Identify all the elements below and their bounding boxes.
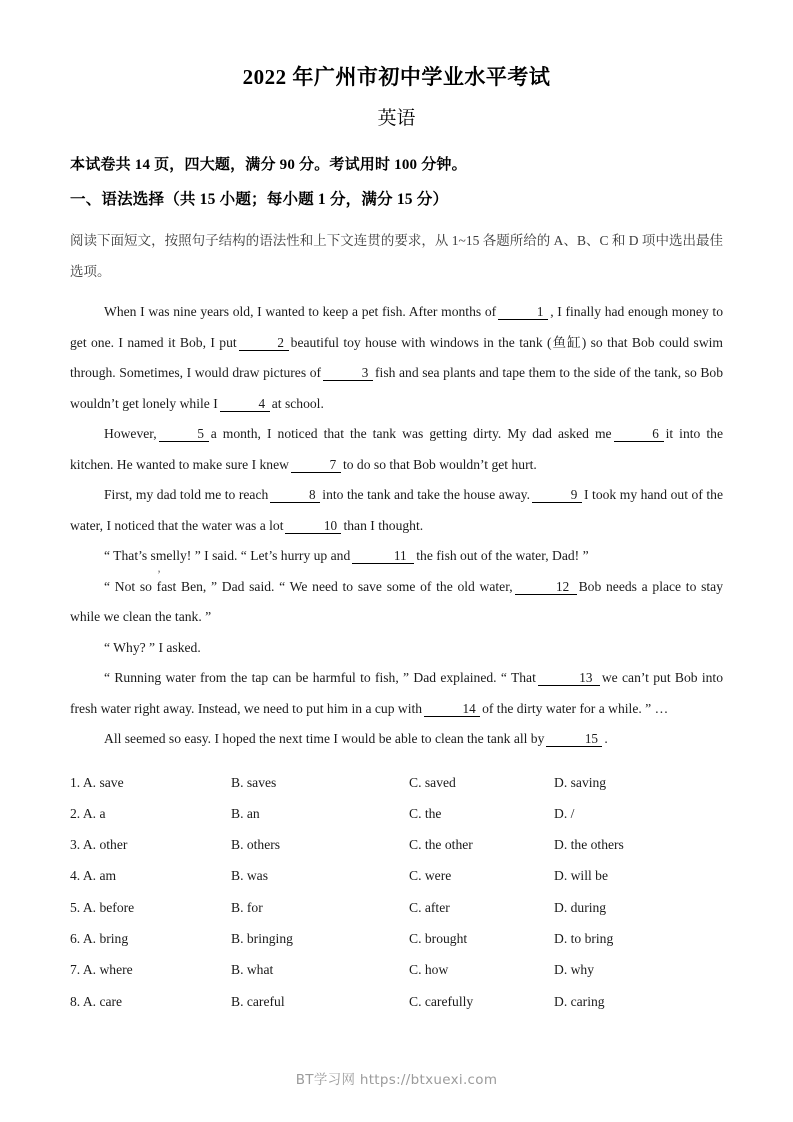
passage-text: the fish out of the water, Dad! ”	[416, 548, 589, 563]
option-d[interactable]: D. saving	[554, 774, 607, 790]
passage-text: at school.	[271, 395, 324, 411]
option-a[interactable]: 6. A. bring	[70, 930, 129, 946]
footer-watermark: BT学习网 https://btxuexi.com	[295, 1072, 498, 1088]
option-c[interactable]: C. were	[409, 868, 452, 884]
passage-text: However,	[104, 426, 157, 441]
blank-7[interactable]: 7	[291, 457, 341, 473]
exam-notice: 本试卷共 14 页，四大题，满分 90 分。考试用时 100 分钟。	[70, 157, 467, 173]
passage-text: into the tank and take the house away.	[322, 487, 530, 502]
reading-passage	[70, 287, 723, 755]
blank-11[interactable]: 11	[352, 548, 414, 564]
passage-text: we can’t put Bob into fresh water right away. Instead, we need to put him in a cup with	[70, 670, 723, 716]
blank-5[interactable]: 5	[159, 426, 209, 442]
option-d[interactable]: D. during	[554, 899, 607, 915]
passage-text: , I finally had enough money to get one. I named it Bob, I put	[70, 304, 723, 350]
option-c[interactable]: C. carefully	[409, 993, 474, 1009]
passage-paragraph-8	[70, 724, 723, 755]
passage-paragraph-2	[70, 419, 723, 480]
option-a[interactable]: 2. A. a	[70, 805, 106, 821]
passage-paragraph-5	[70, 572, 723, 633]
passage-text: of the dirty water for a while. ” …	[482, 700, 669, 716]
passage-paragraph-7	[70, 663, 723, 724]
passage-paragraph-3	[70, 480, 723, 541]
blank-15[interactable]: 15	[546, 731, 602, 747]
option-c[interactable]: C. the other	[409, 837, 473, 853]
passage-text: fish and sea plants and tape them to the side of the tank, so Bob wouldn’t get lonely while I	[70, 365, 724, 411]
passage-text: to do so that Bob wouldn’t get hurt.	[342, 456, 537, 472]
option-row	[70, 860, 723, 891]
option-row	[70, 892, 723, 923]
option-a[interactable]: 1. A. save	[70, 774, 124, 790]
option-row	[70, 829, 723, 860]
option-b[interactable]: B. others	[231, 837, 281, 853]
blank-3[interactable]: 3	[323, 365, 373, 381]
option-b[interactable]: B. what	[231, 962, 274, 978]
option-b[interactable]: B. saves	[231, 774, 277, 790]
option-row	[70, 923, 723, 954]
passage-paragraph-4	[70, 541, 723, 572]
option-d[interactable]: D. to bring	[554, 930, 614, 946]
section-directions: 阅读下面短文，按照句子结构的语法性和上下文连贯的要求，从 1~15 各题所给的 A、B、C 和 D 项中选出最佳选项。	[70, 233, 723, 279]
passage-text: First, my dad told me to reach	[104, 487, 269, 502]
option-d[interactable]: D. caring	[554, 993, 605, 1009]
option-d[interactable]: D. will be	[554, 868, 608, 884]
passage-paragraph-1	[70, 297, 723, 419]
blank-10[interactable]: 10	[285, 518, 341, 534]
page-subtitle: 英语	[377, 108, 416, 129]
blank-8[interactable]: 8	[270, 487, 320, 503]
blank-4[interactable]: 4	[220, 396, 270, 412]
option-a[interactable]: 5. A. before	[70, 899, 135, 915]
option-b[interactable]: B. for	[231, 899, 263, 915]
option-b[interactable]: B. was	[231, 868, 269, 884]
option-c[interactable]: C. after	[409, 899, 450, 915]
passage-text: When I was nine years old, I wanted to keep a pet fish. After months of	[104, 304, 497, 319]
option-row	[70, 954, 723, 985]
passage-text: “ That’s smelly! ” I said. “ Let’s hurry up and	[104, 548, 351, 563]
option-a[interactable]: 3. A. other	[70, 837, 128, 853]
option-a[interactable]: 7. A. where	[70, 962, 133, 978]
answer-options-list	[70, 755, 723, 1017]
blank-9[interactable]: 9	[532, 487, 582, 503]
section-heading-grammar: 一、语法选择（共 15 小题；每小题 1 分，满分 15 分）	[70, 191, 449, 208]
option-row	[70, 986, 723, 1017]
passage-text: a month, I noticed that the tank was getting dirty. My dad asked me	[210, 426, 612, 441]
option-d[interactable]: D. the others	[554, 837, 624, 853]
passage-text: “ Running water from the tap can be harmful to fish, ” Dad explained. “ That	[104, 670, 536, 685]
blank-6[interactable]: 6	[614, 426, 664, 442]
passage-text: it into the kitchen. He wanted to make sure I knew	[70, 426, 723, 472]
blank-1[interactable]: 1	[498, 304, 548, 320]
passage-text: beautiful toy house with windows in the tank (鱼缸) so that Bob could swim through. Sometimes, I would draw pictures of	[70, 334, 723, 380]
stray-comma-artifact: ’	[157, 567, 161, 581]
passage-text: .	[604, 731, 608, 746]
blank-14[interactable]: 14	[424, 701, 480, 717]
blank-2[interactable]: 2	[239, 335, 289, 351]
option-c[interactable]: C. brought	[409, 930, 468, 946]
option-b[interactable]: B. an	[231, 805, 260, 821]
passage-text: Bob needs a place to stay while we clean the tank. ”	[70, 578, 723, 624]
option-row	[70, 798, 723, 829]
passage-text: than I thought.	[343, 517, 424, 533]
option-a[interactable]: 8. A. care	[70, 993, 123, 1009]
blank-13[interactable]: 13	[538, 670, 600, 686]
passage-text: I took my hand out of the water, I noticed that the water was a lot	[70, 487, 724, 533]
option-d[interactable]: D. why	[554, 962, 595, 978]
option-b[interactable]: B. careful	[231, 993, 285, 1009]
option-c[interactable]: C. saved	[409, 774, 456, 790]
option-row	[70, 767, 723, 798]
passage-text: All seemed so easy. I hoped the next time I would be able to clean the tank all by	[104, 731, 545, 746]
option-c[interactable]: C. the	[409, 805, 442, 821]
passage-paragraph-6: “ Why? ” I asked.	[104, 639, 201, 655]
option-c[interactable]: C. how	[409, 962, 449, 978]
option-d[interactable]: D. /	[554, 805, 575, 821]
passage-text: “ Not so fast Ben, ” Dad said. “ We need to save some of the old water,	[104, 578, 513, 594]
option-b[interactable]: B. bringing	[231, 930, 293, 946]
page-title: 2022 年广州市初中学业水平考试	[242, 65, 551, 89]
option-a[interactable]: 4. A. am	[70, 868, 117, 884]
blank-12[interactable]: 12	[515, 579, 577, 595]
